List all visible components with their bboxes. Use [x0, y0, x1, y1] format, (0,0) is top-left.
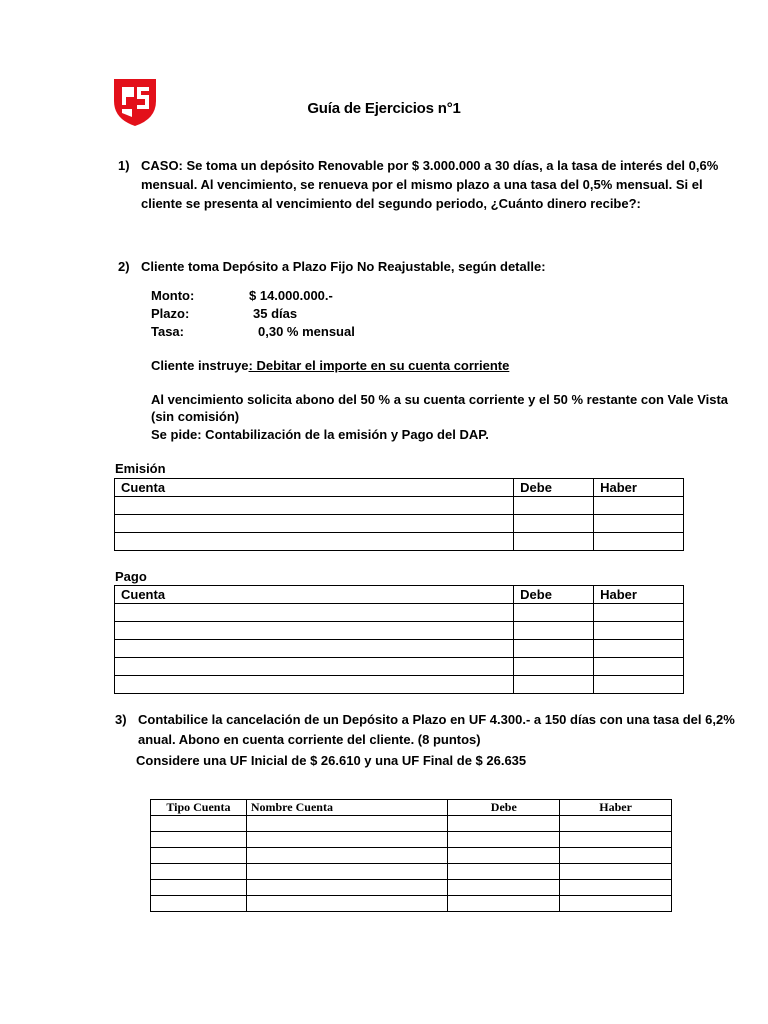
cell-cuenta[interactable]	[115, 497, 514, 515]
header-debe: Debe	[514, 479, 594, 497]
q3-line-3: Considere una UF Inicial de $ 26.610 y una UF Final de $ 26.635	[136, 753, 527, 768]
cell-haber[interactable]	[594, 497, 684, 515]
header-cuenta: Cuenta	[115, 479, 514, 497]
q1-line-3: cliente se presenta al vencimiento del segundo periodo, ¿Cuánto dinero recibe?:	[141, 196, 641, 211]
cell-haber[interactable]	[560, 816, 672, 832]
table-row	[151, 848, 672, 864]
tasa-value: 0,30 % mensual	[258, 324, 355, 339]
emision-table	[114, 478, 684, 551]
q3-line-2: anual. Abono en cuenta corriente del cliente. (8 puntos)	[138, 732, 481, 747]
cell-haber[interactable]	[594, 533, 684, 551]
table-row	[115, 515, 684, 533]
cell-debe[interactable]	[514, 515, 594, 533]
q1-number: 1)	[118, 158, 130, 173]
cell-haber[interactable]	[560, 880, 672, 896]
tasa-label: Tasa:	[151, 324, 184, 339]
cell-cuenta[interactable]	[115, 533, 514, 551]
instruye-label: Cliente instruye	[151, 358, 249, 373]
cell-debe[interactable]	[514, 640, 594, 658]
cell-cuenta[interactable]	[115, 658, 514, 676]
cell-haber[interactable]	[560, 864, 672, 880]
header-tipo-cuenta: Tipo Cuenta	[151, 800, 247, 816]
vencimiento-line-2: (sin comisión)	[151, 409, 240, 424]
instruye-value: : Debitar el importe en su cuenta corriente	[248, 358, 510, 373]
vencimiento-line-1: Al vencimiento solicita abono del 50 % a su cuenta corriente y el 50 % restante con Vale Vista	[151, 392, 729, 407]
plazo-label: Plazo:	[151, 306, 190, 321]
cell-nombre[interactable]	[246, 896, 448, 912]
monto-label: Monto:	[151, 288, 195, 303]
table-row	[115, 533, 684, 551]
table-row	[151, 896, 672, 912]
q3-table	[150, 799, 672, 912]
q3-number: 3)	[115, 712, 127, 727]
cell-debe[interactable]	[514, 676, 594, 694]
header-cuenta: Cuenta	[115, 586, 514, 604]
q2-intro: Cliente toma Depósito a Plazo Fijo No Reajustable, según detalle:	[141, 259, 546, 274]
table-header-row	[115, 586, 684, 604]
cell-haber[interactable]	[594, 658, 684, 676]
cell-cuenta[interactable]	[115, 640, 514, 658]
cell-haber[interactable]	[560, 848, 672, 864]
cell-nombre[interactable]	[246, 880, 448, 896]
cell-debe[interactable]	[448, 832, 560, 848]
table-row	[151, 864, 672, 880]
cell-cuenta[interactable]	[115, 676, 514, 694]
header-debe: Debe	[514, 586, 594, 604]
page-title: Guía de Ejercicios n°1	[307, 100, 461, 117]
cell-cuenta[interactable]	[115, 515, 514, 533]
cell-debe[interactable]	[514, 533, 594, 551]
emision-label: Emisión	[115, 461, 166, 476]
cell-haber[interactable]	[594, 604, 684, 622]
cell-debe[interactable]	[514, 622, 594, 640]
cell-haber[interactable]	[594, 640, 684, 658]
cell-tipo[interactable]	[151, 832, 247, 848]
q2-number: 2)	[118, 259, 130, 274]
q1-line-1: CASO: Se toma un depósito Renovable por $ 3.000.000 a 30 días, a la tasa de interés del 0,6%	[141, 158, 719, 173]
instruye-line	[151, 356, 509, 375]
cell-debe[interactable]	[448, 848, 560, 864]
pago-label: Pago	[115, 569, 147, 584]
monto-value: $ 14.000.000.-	[249, 288, 333, 303]
header-haber: Haber	[594, 479, 684, 497]
cell-nombre[interactable]	[246, 816, 448, 832]
cell-haber[interactable]	[594, 622, 684, 640]
cell-debe[interactable]	[514, 604, 594, 622]
table-row	[151, 816, 672, 832]
table-row	[151, 832, 672, 848]
cell-debe[interactable]	[448, 864, 560, 880]
header-haber: Haber	[560, 800, 672, 816]
cell-cuenta[interactable]	[115, 622, 514, 640]
table-row	[115, 497, 684, 515]
cell-debe[interactable]	[514, 658, 594, 676]
cell-tipo[interactable]	[151, 896, 247, 912]
pago-table	[114, 585, 684, 694]
se-pide: Se pide: Contabilización de la emisión y Pago del DAP.	[151, 427, 489, 442]
cell-tipo[interactable]	[151, 880, 247, 896]
plazo-value: 35 días	[253, 306, 298, 321]
header-haber: Haber	[594, 586, 684, 604]
cell-haber[interactable]	[560, 832, 672, 848]
header-debe: Debe	[448, 800, 560, 816]
cell-nombre[interactable]	[246, 864, 448, 880]
table-header-row	[151, 800, 672, 816]
cell-nombre[interactable]	[246, 848, 448, 864]
cell-debe[interactable]	[448, 896, 560, 912]
cell-debe[interactable]	[448, 816, 560, 832]
cell-debe[interactable]	[448, 880, 560, 896]
table-row	[115, 604, 684, 622]
cell-haber[interactable]	[594, 515, 684, 533]
table-header-row	[115, 479, 684, 497]
table-row	[115, 658, 684, 676]
cell-tipo[interactable]	[151, 848, 247, 864]
cell-haber[interactable]	[594, 676, 684, 694]
table-row	[115, 676, 684, 694]
table-row	[115, 640, 684, 658]
q1-line-2: mensual. Al vencimiento, se renueva por el mismo plazo a una tasa del 0,5% mensual. Si el	[141, 177, 703, 192]
cell-nombre[interactable]	[246, 832, 448, 848]
cell-haber[interactable]	[560, 896, 672, 912]
cell-tipo[interactable]	[151, 864, 247, 880]
cell-tipo[interactable]	[151, 816, 247, 832]
q3-line-1: Contabilice la cancelación de un Depósito a Plazo en UF 4.300.- a 150 días con una tasa del 6,2%	[138, 712, 735, 727]
header-nombre-cuenta: Nombre Cuenta	[246, 800, 448, 816]
table-row	[115, 622, 684, 640]
table-row	[151, 880, 672, 896]
cell-cuenta[interactable]	[115, 604, 514, 622]
cell-debe[interactable]	[514, 497, 594, 515]
